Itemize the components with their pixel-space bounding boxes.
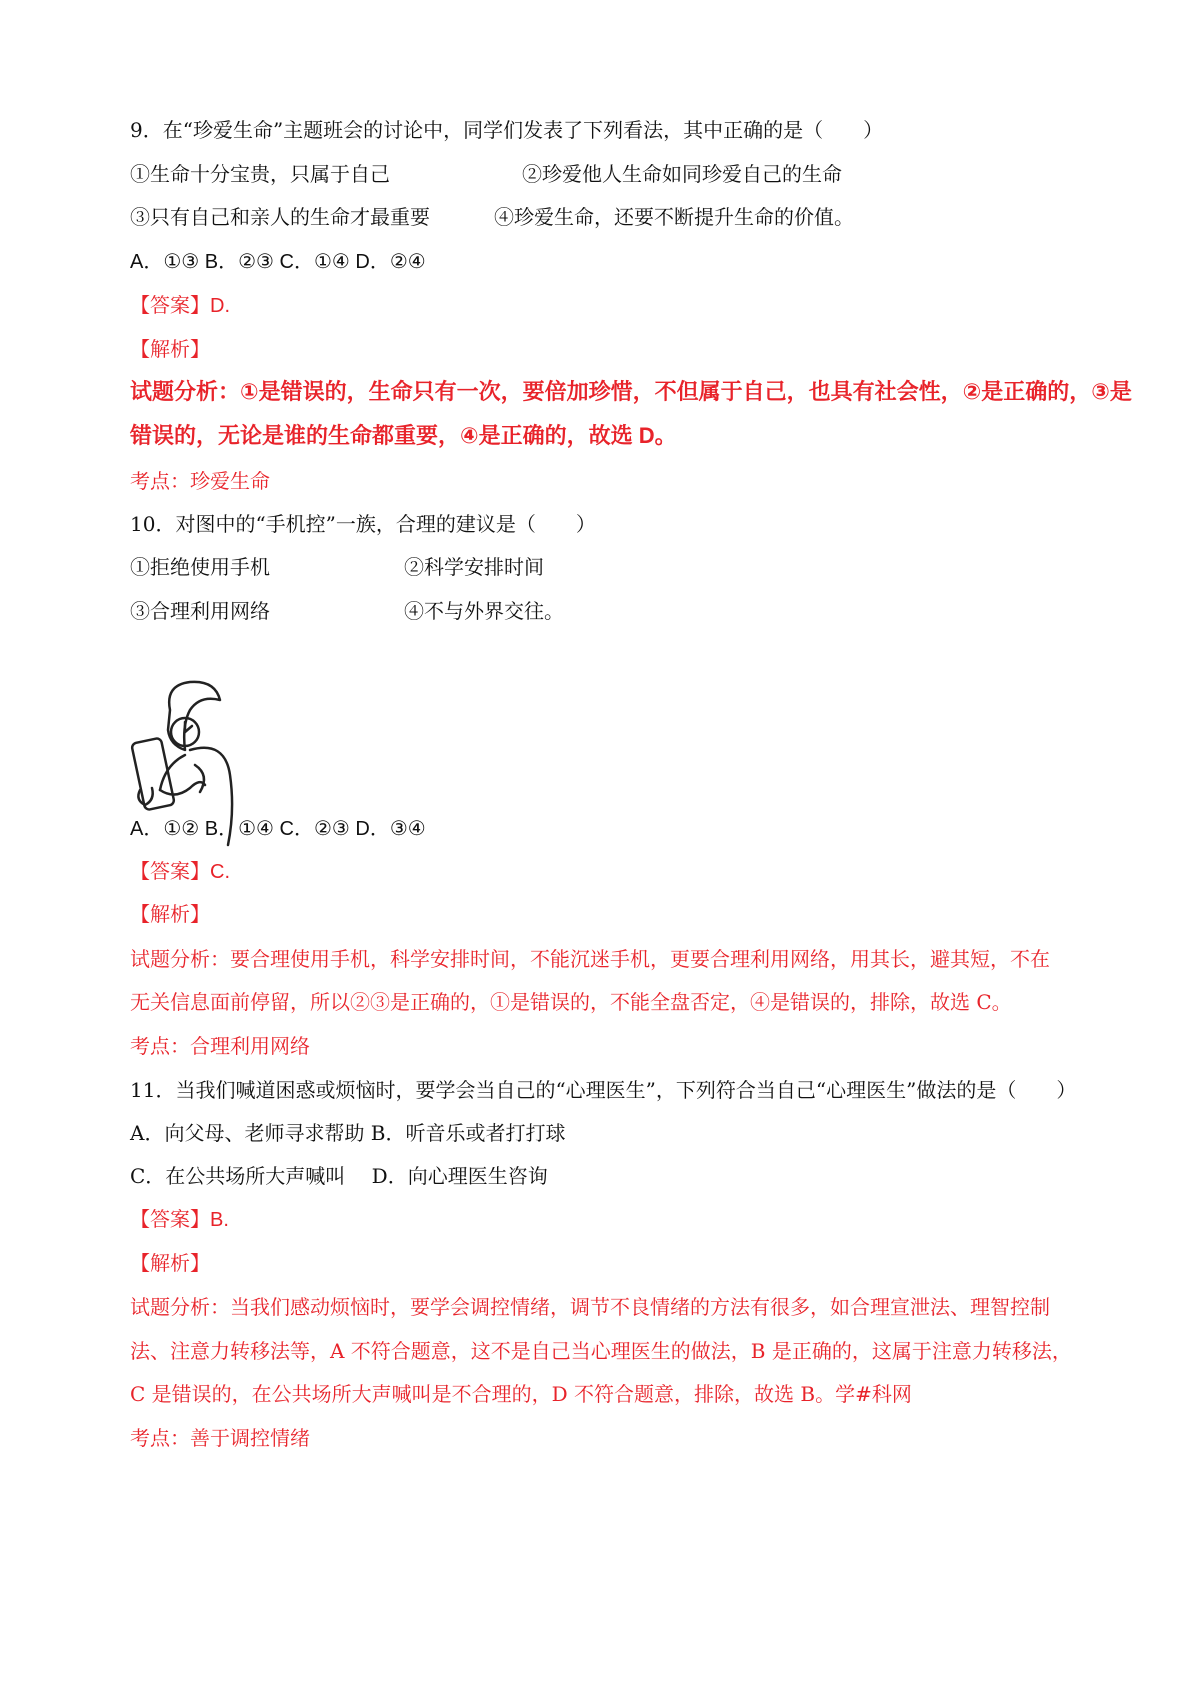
q9-analysis-line-1: 试题分析：①是错误的，生命只有一次，要倍加珍惜，不但属于自己，也具有社会性，②是正确的，③是 [130,379,1132,404]
q10-choices: A．①② B．①④ C．②③ D．③④ [130,818,426,840]
q10-stem: 10．对图中的“手机控”一族，合理的建议是（ ） [130,512,596,536]
q11-analysis-line-2: 法、注意力转移法等，A 不符合题意，这不是自己当心理医生的做法，B 是正确的，这属于注意力转移法， [130,1339,1072,1363]
q9-option-4: ④珍爱生命，还要不断提升生命的价值。 [494,205,854,229]
q11-analysis-label: 【解析】 [130,1253,210,1275]
q9-analysis-label: 【解析】 [130,339,210,361]
q11-analysis-line-1: 试题分析：当我们感动烦恼时，要学会调控情绪，调节不良情绪的方法有很多，如合理宣泄法、理智控制 [130,1295,1050,1319]
q10-option-1: ①拒绝使用手机 [130,555,270,579]
q11-kaodian: 考点：善于调控情绪 [130,1426,310,1450]
q9-stem: 9．在“珍爱生命”主题班会的讨论中，同学们发表了下列看法，其中正确的是（ ） [130,118,884,142]
q11-stem: 11．当我们喊道困惑或烦恼时，要学会当自己的“心理医生”，下列符合当自己“心理医生”做法的是（ ） [130,1078,1077,1102]
q9-answer: 【答案】D. [130,295,230,317]
q11-options-c-d: C．在公共场所大声喊叫 D．向心理医生咨询 [130,1164,548,1188]
q11-analysis-line-3: C 是错误的，在公共场所大声喊叫是不合理的，D 不符合题意，排除，故选 B。学#科网 [130,1382,912,1406]
q10-option-4: ④不与外界交往。 [404,599,564,623]
q9-option-2: ②珍爱他人生命如同珍爱自己的生命 [522,162,842,186]
q11-options-a-b: A．向父母、老师寻求帮助 B．听音乐或者打打球 [130,1121,566,1145]
q9-kaodian: 考点：珍爱生命 [130,469,270,493]
q9-option-1: ①生命十分宝贵，只属于自己 [130,162,390,186]
q9-analysis-line-2: 错误的，无论是谁的生命都重要，④是正确的，故选 D。 [130,423,677,448]
q9-option-3: ③只有自己和亲人的生命才最重要 [130,205,430,229]
q10-option-3: ③合理利用网络 [130,599,270,623]
q11-answer: 【答案】B. [130,1209,229,1231]
q9-choices: A．①③ B．②③ C．①④ D．②④ [130,251,426,273]
q10-analysis-label: 【解析】 [130,904,210,926]
q10-answer: 【答案】C. [130,861,230,883]
q10-analysis-line-2: 无关信息面前停留，所以②③是正确的，①是错误的，不能全盘否定，④是错误的，排除，故选 C。 [130,990,1012,1014]
q10-kaodian: 考点：合理利用网络 [130,1034,310,1058]
q10-option-2: ②科学安排时间 [404,555,544,579]
q10-analysis-line-1: 试题分析：要合理使用手机，科学安排时间，不能沉迷手机，更要合理利用网络，用其长，避其短，不在 [130,947,1050,971]
